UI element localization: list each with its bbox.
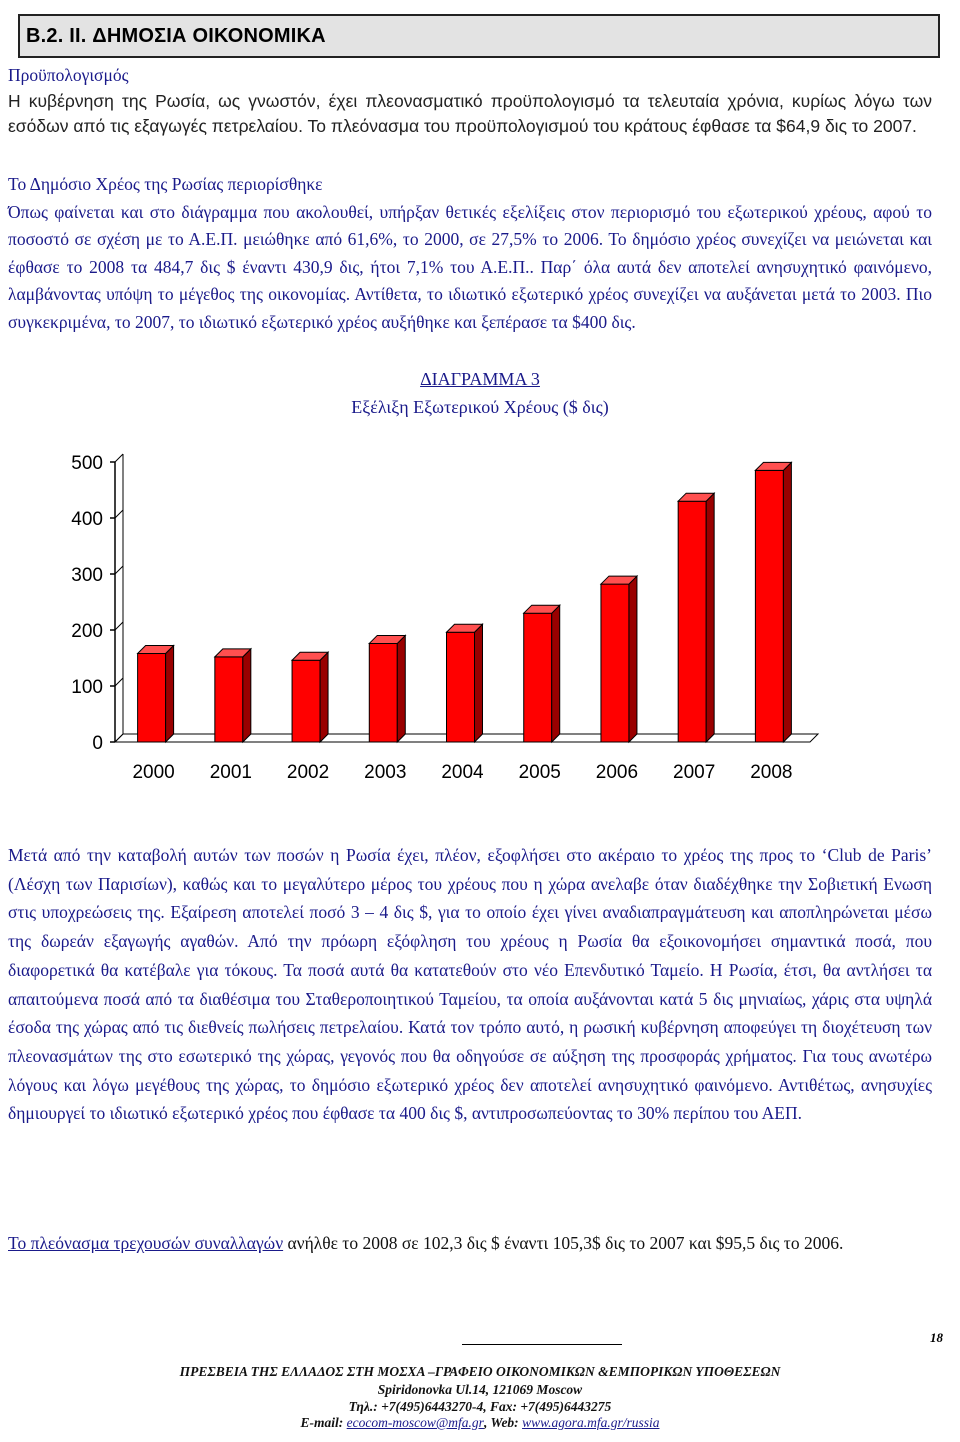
y-tick-depth	[115, 510, 123, 518]
x-tick-label: 2004	[441, 762, 484, 783]
bar	[138, 654, 166, 742]
public-debt-heading: Το Δημόσιο Χρέος της Ρωσίας περιορίσθηκε	[8, 174, 323, 194]
y-tick-label: 0	[92, 733, 103, 754]
y-tick-depth	[115, 566, 123, 574]
bar	[601, 584, 629, 742]
y-tick-label: 400	[71, 509, 103, 530]
page-number: 18	[930, 1330, 943, 1345]
footer-phone-line: Τηλ.: +7(495)6443270-4, Fax: +7(495)6443275	[348, 1399, 612, 1414]
current-account-heading: Το πλεόνασμα τρεχουσών συναλλαγών	[8, 1233, 284, 1253]
bar-side	[552, 605, 560, 742]
y-tick-label: 100	[71, 677, 103, 698]
budget-section	[8, 63, 932, 140]
external-debt-bar-chart	[60, 440, 840, 800]
bar-side	[397, 635, 405, 742]
x-tick-label: 2003	[364, 762, 407, 783]
x-tick-label: 2005	[518, 762, 561, 783]
y-tick-depth	[115, 622, 123, 630]
bar-side	[243, 649, 251, 742]
budget-heading: Προϋπολογισμός	[8, 65, 129, 85]
y-tick-depth	[115, 678, 123, 686]
bar-side	[320, 652, 328, 742]
diagram-title: Εξέλιξη Εξωτερικού Χρέους ($ δις)	[351, 397, 609, 417]
debt-repayment-text: Μετά από την καταβολή αυτών των ποσών η Ρωσία έχει, πλέον, εξοφλήσει στο ακέραιο το χρέος της προς το ‘Club de Paris’ (Λέσχη των Παρισίων), καθώς και το μεγαλύτερο μέρος του χρέους που η χώρα ανελαβε όταν διαδέχθηκε την Σοβιετική Ενωση στις υποχρεώσεις της. Εξαίρεση αποτελεί ποσό 3 – 4 δις $, για το οποίο έχει γίνει αναδιαπραγμάτευση και αποπληρώνεται μέσω της δωρεάν εξαγωγής αγαθών. Από την πρόωρη εξόφληση του χρέους η Ρωσία θα εξοικονομήσει σημαντικά ποσά, που διαφορετικά θα κατέβαλε για τόκους. Τα ποσά αυτά θα κατατεθούν στο νέο Επενδυτικό Ταμείο. Η Ρωσία, έτσι, θα αντλήσει τα απαιτούμενα ποσά από τα διαθέσιμα του Σταθεροποιητικού Ταμείου, τα οποία αυξάνονται κατά 5 δις μηνιαίως, χάρις στα υψηλά έσοδα της χώρας από τις διεθνείς πωλήσεις πετρελαίου. Κατά τον τρόπο αυτό, η ρωσική κυβέρνηση αποφεύγει τη διοχέτευση των πλεονασμάτων της στο εσωτερικό της χώρας, γεγονός που θα οδηγούσε σε αύξηση της προσφοράς χρήματος. Για τους ανωτέρω λόγους και λόγω μεγέθους της χώρας, το δημόσιο εξωτερικό χρέος δεν αποτελεί ανησυχητικό φαινόμενο. Αντιθέτως, ανησυχίες δημιουργεί το ιδιωτικό εξωτερικό χρέος που έφθασε τα 400 δις $, αντιπροσωπεύοντας το 30% περίπου του ΑΕΠ.	[8, 845, 932, 1124]
bar	[292, 660, 320, 742]
email-label: E-mail:	[300, 1415, 347, 1430]
public-debt-section	[8, 171, 932, 336]
bar	[755, 470, 783, 742]
bar-side	[783, 462, 791, 742]
bar	[524, 613, 552, 742]
bar	[678, 501, 706, 742]
current-account-section	[8, 1229, 932, 1258]
footer-embassy-line: ΠΡΕΣΒΕΙΑ ΤΗΣ ΕΛΛΑΔΟΣ ΣΤΗ ΜΟΣΧΑ –ΓΡΑΦΕΙΟ ΟΙΚΟΝΟΜΙΚΩΝ &ΕΜΠΟΡΙΚΩΝ ΥΠΟΘΕΣΕΩΝ	[179, 1364, 781, 1379]
x-tick-label: 2000	[132, 762, 175, 783]
x-tick-label: 2006	[595, 762, 639, 783]
x-tick-label: 2007	[673, 762, 716, 783]
bar	[369, 643, 397, 742]
public-debt-text: Όπως φαίνεται και στο διάγραμμα που ακολουθεί, υπήρξαν θετικές εξελίξεις στον περιορισμό του εξωτερικού χρέους, αφού το ποσοστό σε σχέση με το Α.Ε.Π. μειώθηκε από 61,6%, το 2000, σε 27,5% το 2006. Το δημόσιο χρέος συνεχίζει να μειώνεται και έφθασε το 2008 τα 484,7 δις $ έναντι 430,9 δις, ήτοι 7,1% του Α.Ε.Π.. Παρ΄ όλα αυτά δεν αποτελεί ανησυχητικό φαινόμενο, λαμβάνοντας υπόψη το μέγεθος της οικονομίας. Αντίθετα, το ιδιωτικό εξωτερικό χρέος συνεχίζει να αυξάνεται μετά το 2003. Πιο συγκεκριμένα, το 2007, το ιδιωτικό εξωτερικό χρέος αυξήθηκε και ξεπέρασε τα $400 δις.	[8, 201, 932, 332]
section-header-box	[18, 14, 940, 58]
section-header-title: B.2. II. ΔΗΜΟΣΙΑ ΟΙΚΟΝΟΜΙΚΑ	[26, 25, 326, 47]
bar-side	[706, 493, 714, 742]
y-tick-label: 200	[71, 621, 103, 642]
bar-side	[629, 576, 637, 742]
footer-divider	[462, 1344, 622, 1345]
web-label: , Web:	[483, 1415, 523, 1430]
y-tick-depth	[115, 454, 123, 462]
x-tick-label: 2002	[286, 762, 330, 783]
footer-address-line: Spiridonovka Ul.14, 121069 Moscow	[377, 1382, 583, 1397]
footer-contact-line	[0, 1415, 960, 1431]
diagram-label: ΔΙΑΓΡΑΜΜΑ 3	[420, 369, 540, 389]
x-tick-label: 2001	[209, 762, 252, 783]
y-tick-label: 500	[71, 453, 103, 474]
budget-text: Η κυβέρνηση της Ρωσία, ως γνωστόν, έχει πλεονασματικό προϋπολογισμό τα τελευταία χρόνια, κυρίως λόγω των εσόδων από τις εξαγωγές πετρελαίου. Το πλεόνασμα του προϋπολογισμού του κράτους έφθασε τα $64,9 δις το 2007.	[8, 90, 932, 136]
y-tick-label: 300	[71, 565, 103, 586]
x-tick-label: 2008	[750, 762, 793, 783]
current-account-text: ανήλθε το 2008 σε 102,3 δις $ έναντι 105,3$ δις το 2007 και $95,5 δις το 2006.	[283, 1233, 844, 1253]
bar-side	[166, 646, 174, 742]
bar-side	[475, 624, 483, 742]
web-link[interactable]: www.agora.mfa.gr/russia	[522, 1415, 660, 1430]
bar	[215, 657, 243, 742]
bar	[447, 632, 475, 742]
email-link[interactable]: ecocom-moscow@mfa.gr	[346, 1415, 484, 1430]
